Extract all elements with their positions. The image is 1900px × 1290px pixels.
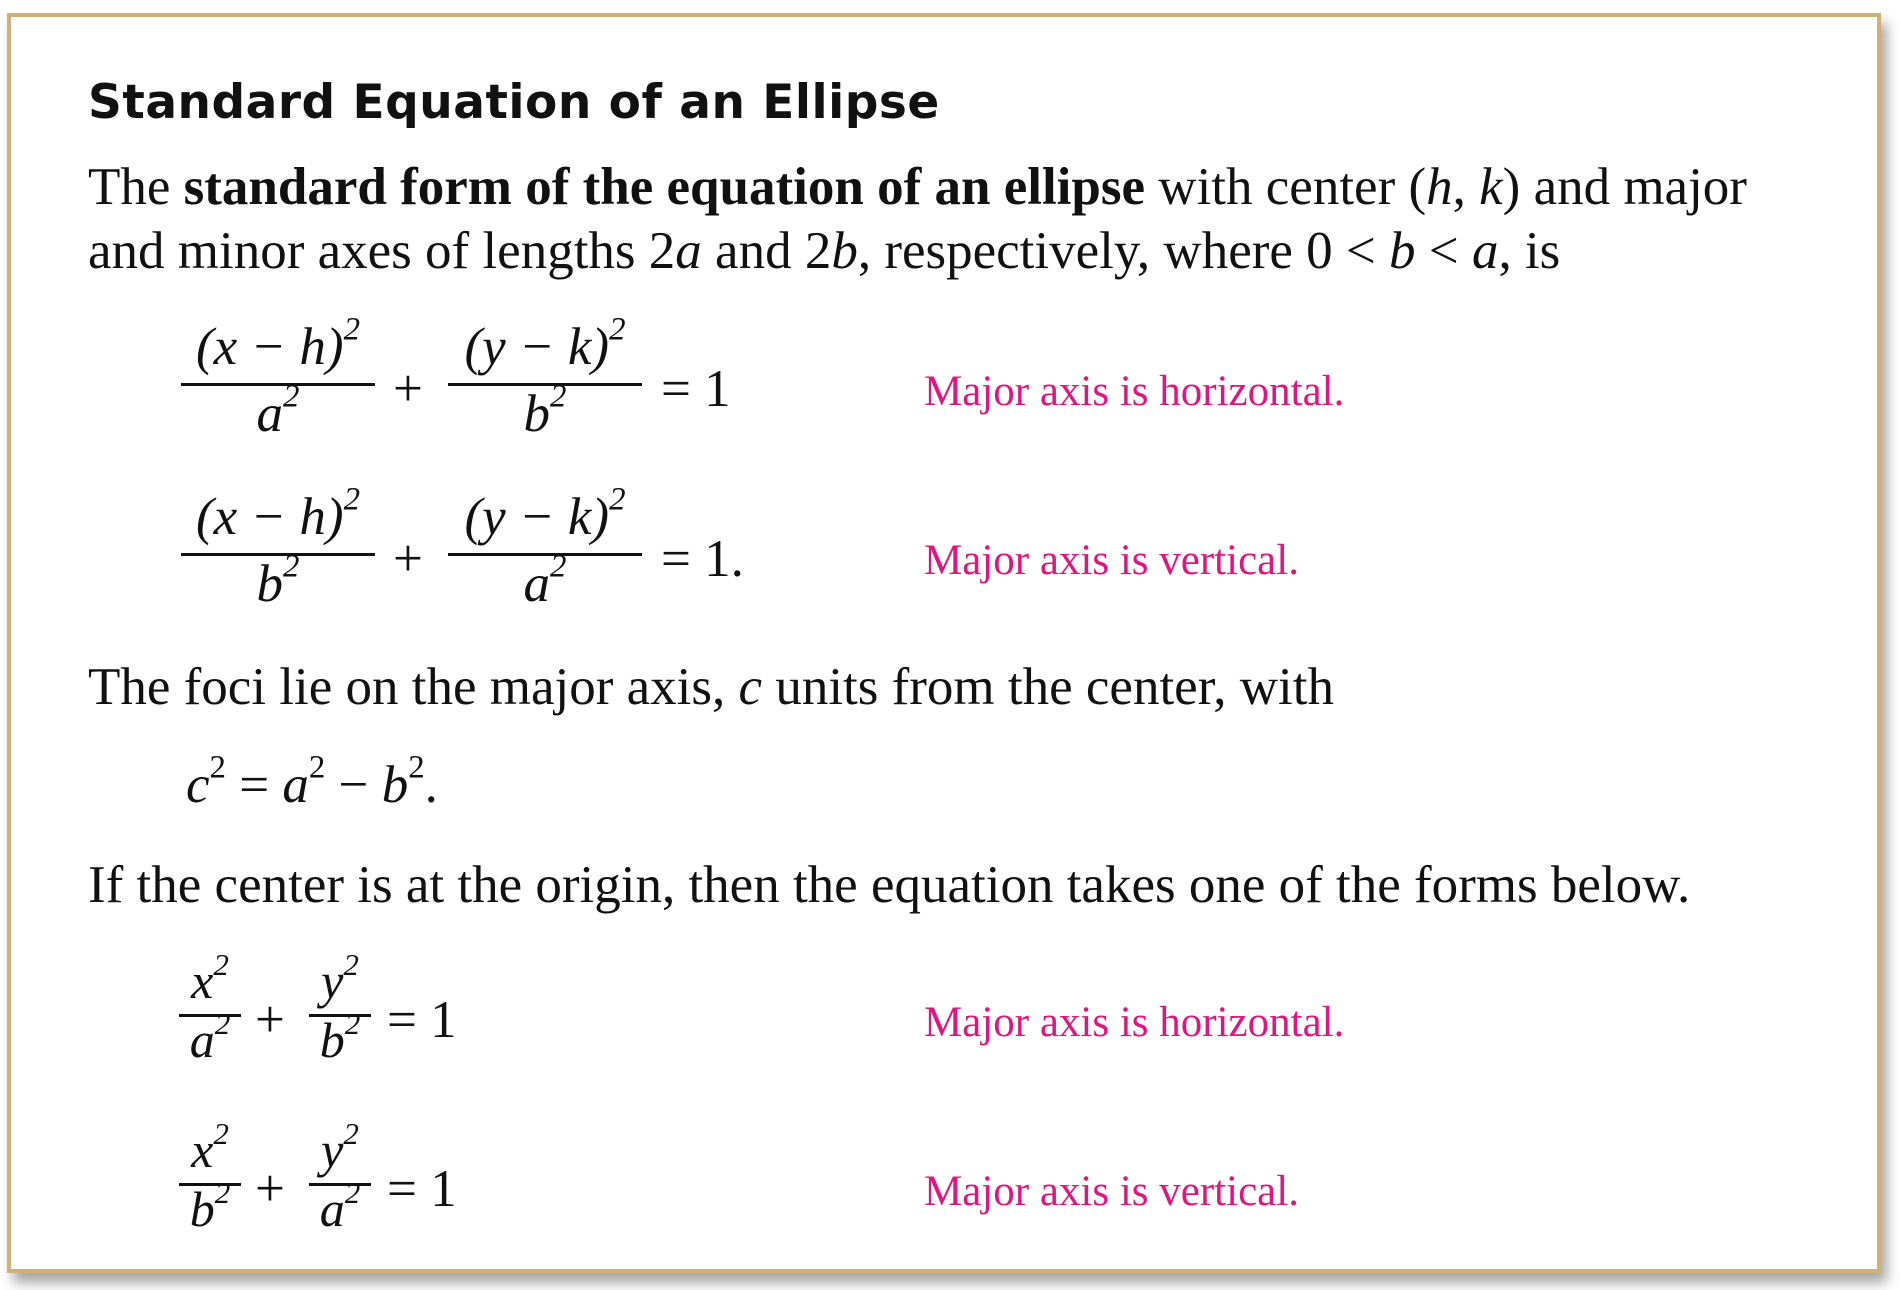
plus-sign: + [255, 1160, 285, 1218]
definition-box [7, 13, 1881, 1273]
defined-term: standard form of the equation of an ellipse [183, 158, 1146, 216]
equals-one: = 1 [387, 991, 457, 1049]
foci-equation: $c^2 = a^2 - b^2$. [186, 749, 438, 814]
fraction-y-term: $(y - k)^2$ $a^2$ [448, 487, 642, 614]
equals-one: = 1 [387, 1160, 457, 1218]
fraction-x-term: $x^2$ $b^2$ [179, 1121, 241, 1238]
equals-one: = 1 [661, 360, 731, 418]
axis-note: Major axis is horizontal. [924, 368, 1345, 415]
axis-note: Major axis is vertical. [924, 537, 1299, 584]
foci-sentence: The foci lie on the major axis, c units from the center, with [88, 658, 1334, 716]
equals-one: = 1. [661, 530, 744, 588]
fraction-y-term: $y^2$ $b^2$ [309, 952, 371, 1069]
intro-line-2: and minor axes of lengths 2a and 2b, respectively, where 0 < b < a, is [88, 222, 1561, 280]
box-title: Standard Equation of an Ellipse [88, 75, 940, 130]
fraction-x-term: $(x - h)^2$ $a^2$ [181, 317, 375, 444]
fraction-x-term: $(x - h)^2$ $b^2$ [181, 487, 375, 614]
axis-note: Major axis is vertical. [924, 1168, 1299, 1215]
plus-sign: + [393, 360, 423, 418]
intro-line-1: The standard form of the equation of an ellipse with center (h, k) and major [88, 158, 1747, 216]
plus-sign: + [255, 991, 285, 1049]
fraction-y-term: $(y - k)^2$ $b^2$ [448, 317, 642, 444]
axis-note: Major axis is horizontal. [924, 999, 1345, 1046]
fraction-y-term: $y^2$ $a^2$ [309, 1121, 371, 1238]
origin-sentence: If the center is at the origin, then the equation takes one of the forms below. [88, 856, 1691, 914]
plus-sign: + [393, 530, 423, 588]
fraction-x-term: $x^2$ $a^2$ [179, 952, 241, 1069]
